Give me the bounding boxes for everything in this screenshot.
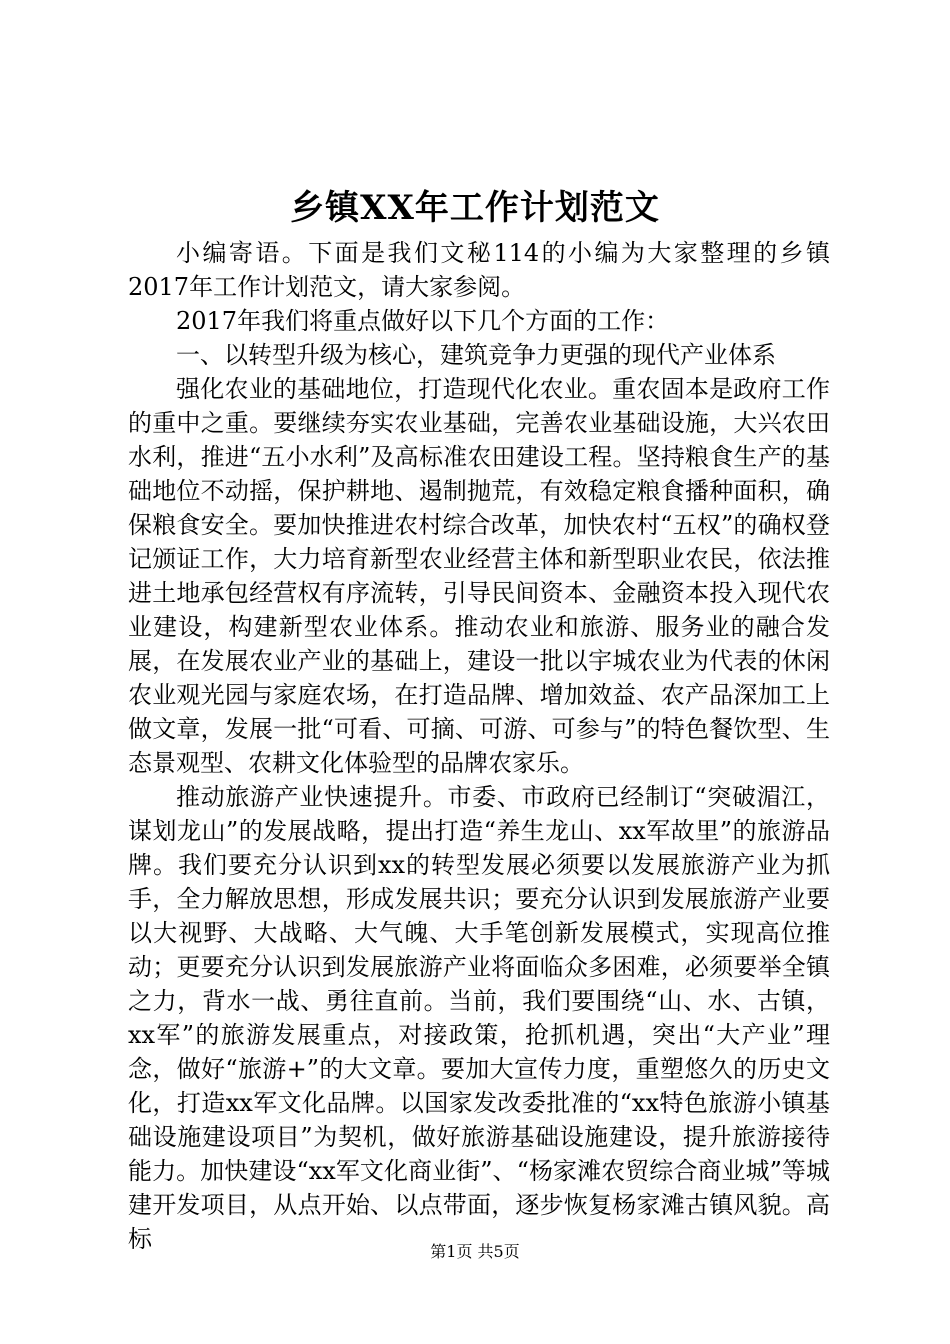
paragraph-intro: 小编寄语。下面是我们文秘114的小编为大家整理的乡镇2017年工作计划范文，请大家参阅。 (128, 239, 830, 301)
document-body (128, 236, 830, 1256)
paragraph-tourism: 推动旅游产业快速提升。市委、市政府已经制订“突破湄江，谋划龙山”的发展战略，提出打造“养生龙山、xx军故里”的旅游品牌。我们要充分认识到xx的转型发展必须要以发展旅游产业为抓手，全力解放思想，形成发展共识；要充分认识到发展旅游产业要以大视野、大战略、大气魄、大手笔创新发展模式，实现高位推动；更要充分认识到发展旅游产业将面临众多困难，必须要举全镇之力，背水一战、勇往直前。当前，我们要围绕“山、水、古镇，xx军”的旅游发展重点，对接政策，抢抓机遇，突出“大产业”理念，做好“旅游+”的大文章。要加大宣传力度，重塑悠久的历史文化，打造xx军文化品牌。以国家发改委批准的“xx特色旅游小镇基础设施建设项目”为契机，做好旅游基础设施建设，提升旅游接待能力。加快建设“xx军文化商业街”、“杨家滩农贸综合商业城”等城建开发项目，从点开始、以点带面，逐步恢复杨家滩古镇风貌。高标 (128, 783, 830, 1253)
section-heading-1: 一、以转型升级为核心，建筑竞争力更强的现代产业体系 (176, 341, 776, 369)
paragraph-agriculture: 强化农业的基础地位，打造现代化农业。重农固本是政府工作的重中之重。要继续夯实农业基础，完善农业基础设施，大兴农田水利，推进“五小水利”及高标准农田建设工程。坚持粮食生产的基础地位不动摇，保护耕地、遏制抛荒，有效稳定粮食播种面积，确保粮食安全。要加快推进农村综合改革，加快农村“五权”的确权登记颁证工作，大力培育新型农业经营主体和新型职业农民，依法推进土地承包经营权有序流转，引导民间资本、金融资本投入现代农业建设，构建新型农业体系。推动农业和旅游、服务业的融合发展，在发展农业产业的基础上，建设一批以宇城农业为代表的休闲农业观光园与家庭农场，在打造品牌、增加效益、农产品深加工上做文章，发展一批“可看、可摘、可游、可参与”的特色餐饮型、生态景观型、农耕文化体验型的品牌农家乐。 (128, 375, 830, 777)
paragraph-overview: 2017年我们将重点做好以下几个方面的工作： (176, 307, 670, 335)
document-title: 乡镇XX年工作计划范文 (290, 188, 660, 228)
page-footer: 第1页 共5页 (430, 1242, 520, 1261)
